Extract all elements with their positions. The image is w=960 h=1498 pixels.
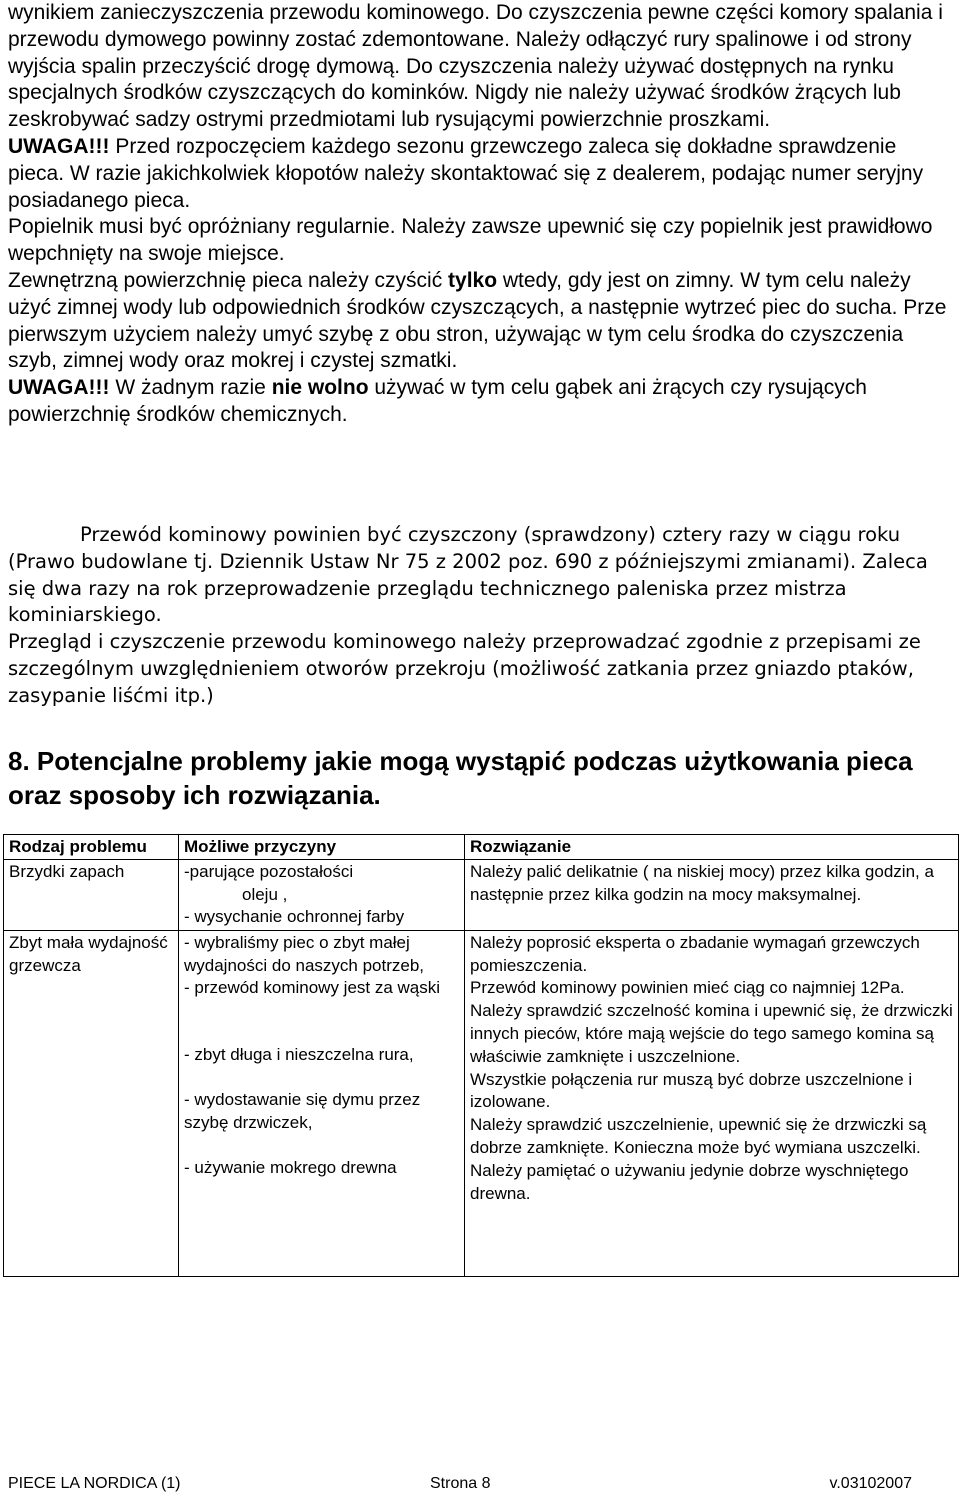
problems-table xyxy=(3,834,959,1277)
warning2-text-b: używać w tym celu gąbek ani żrących czy rysujących powierzchnię środków chemicznych. xyxy=(8,376,867,426)
ash-pan-text: Popielnik musi być opróżniany regularnie. Należy zawsze upewnić się czy popielnik jest prawidłowo wepchnięty na swoje miejsce. xyxy=(8,215,933,266)
maintenance-paragraph xyxy=(8,0,952,429)
chimney-text-1: Przewód kominowy powinien być czyszczony (sprawdzony) cztery razy w ciągu roku (Prawo budowlane tj. Dziennik Ustaw Nr 75 z 2002 poz. 690 z późniejszymi zmianami). Zaleca się dwa razy na rok przeprowadzenie przeglądu technicznego paleniska przez mistrza kominiarskiego. xyxy=(8,523,928,627)
table-row xyxy=(4,859,959,930)
problem-cell: Brzydki zapach xyxy=(4,859,179,930)
chimney-text-2: Przegląd i czyszczenie przewodu kominowego należy przeprowadzać zgodnie z przepisami ze szczególnym uwzględnieniem otworów przekroju (możliwość zatkania przez gniazdo ptaków, zasypanie liśćmi itp.) xyxy=(8,630,921,707)
causes-cell xyxy=(179,859,465,930)
warning2-bold: nie wolno xyxy=(271,376,369,400)
warning-label-2: UWAGA!!! xyxy=(8,376,110,400)
warning2-text-a: W żadnym razie xyxy=(109,376,272,400)
cause-item: - wybraliśmy piec o zbyt małej wydajności do naszych potrzeb, xyxy=(184,932,425,975)
warning-label: UWAGA!!! xyxy=(8,134,110,158)
solution-item: Wszystkie połączenia rur muszą być dobrze uszczelnione i izolowane. xyxy=(470,1069,913,1112)
spacer xyxy=(184,1067,459,1089)
cause-item: - używanie mokrego drewna xyxy=(184,1157,397,1177)
solution-item: Należy sprawdzić uszczelnienie, upewnić się że drzwiczki są dobrze zamknięte. Konieczna może być wymiana uszczelki. xyxy=(470,1115,927,1157)
solution-item: Należy pamiętać o używaniu jedynie dobrze wyschniętego drewna. xyxy=(470,1160,909,1203)
problem-cell: Zbyt mała wydajność grzewcza xyxy=(4,930,179,1276)
header-causes: Możliwe przyczyny xyxy=(179,835,465,860)
causes-cell xyxy=(179,930,465,1276)
cause-item: - wydostawanie się dymu przez szybę drzwiczek, xyxy=(184,1089,421,1132)
footer-page-number: Strona 8 xyxy=(430,1475,491,1492)
spacer xyxy=(184,1135,459,1157)
section-heading: 8. Potencjalne problemy jakie mogą wystąpić podczas użytkowania pieca oraz sposoby ich rozwiązania. xyxy=(8,746,913,810)
table-header-row xyxy=(4,835,959,860)
cause-item: - wysychanie ochronnej farby xyxy=(184,907,405,927)
table-row xyxy=(4,930,959,1276)
header-problem: Rodzaj problemu xyxy=(4,835,179,860)
solution-item: Należy poprosić eksperta o zbadanie wymagań grzewczych pomieszczenia. xyxy=(470,932,920,975)
cause-item: oleju , xyxy=(242,884,288,904)
solution-item: Przewód kominowy powinien mieć ciąg co najmniej 12Pa. xyxy=(470,978,905,998)
solution-cell: Należy palić delikatnie ( na niskiej mocy) przez kilka godzin, a następnie przez kilka godzin na mocy maksymalnej. xyxy=(465,859,959,930)
solution-item: Należy sprawdzić szczelność komina i upewnić się, że drzwiczki innych pieców, które mają wejście do tego samego komina są właściwie zamknięte i uszczelnione. xyxy=(470,1001,953,1066)
cause-item: - zbyt długa i nieszczelna rura, xyxy=(184,1045,414,1065)
exterior-cleaning-text-a: Zewnętrzną powierzchnię pieca należy czyścić xyxy=(8,268,449,292)
header-solution: Rozwiązanie xyxy=(465,835,959,860)
exterior-cleaning-bold: tylko xyxy=(448,268,498,292)
chimney-paragraph xyxy=(8,522,952,710)
footer-product: PIECE LA NORDICA (1) xyxy=(8,1475,181,1492)
solutions-cell xyxy=(465,930,959,1276)
warning-text: Przed rozpoczęciem każdego sezonu grzewczego zaleca się dokładne sprawdzenie pieca. W razie jakichkolwiek kłopotów należy skontaktować się z dealerem, podając numer seryjny posiadanego pieca. xyxy=(8,134,924,212)
cause-item: - przewód kominowy jest za wąski xyxy=(184,978,441,998)
exterior-cleaning-text-b: wtedy, gdy jest on zimny. W tym celu należy użyć zimnej wody lub odpowiednich środków czyszczących, a następnie wytrzeć piec do sucha. Prze pierwszym użyciem należy umyć szybę z obu stron, używając w tym celu środka do czyszczenia szyb, zimnej wody oraz mokrej i czystej szmatki. xyxy=(8,268,947,373)
footer-version: v.03102007 xyxy=(829,1475,912,1492)
spacer xyxy=(184,1000,459,1022)
cleaning-text: wynikiem zanieczyszczenia przewodu kominowego. Do czyszczenia pewne części komory spalania i przewodu dymowego powinny zostać zdemontowane. Należy odłączyć rury spalinowe i od strony wyjścia spalin przeczyścić drogę dymową. Do czyszczenia należy używać dostępnych na rynku specjalnych środków czyszczących do kominków. Nigdy nie należy używać środków żrących lub zeskrobywać sadzy ostrymi przedmiotami lub rysującymi powierzchnie proszkami. xyxy=(8,1,943,132)
spacer xyxy=(184,1022,459,1044)
cause-item: -parujące pozostałości xyxy=(184,861,354,881)
